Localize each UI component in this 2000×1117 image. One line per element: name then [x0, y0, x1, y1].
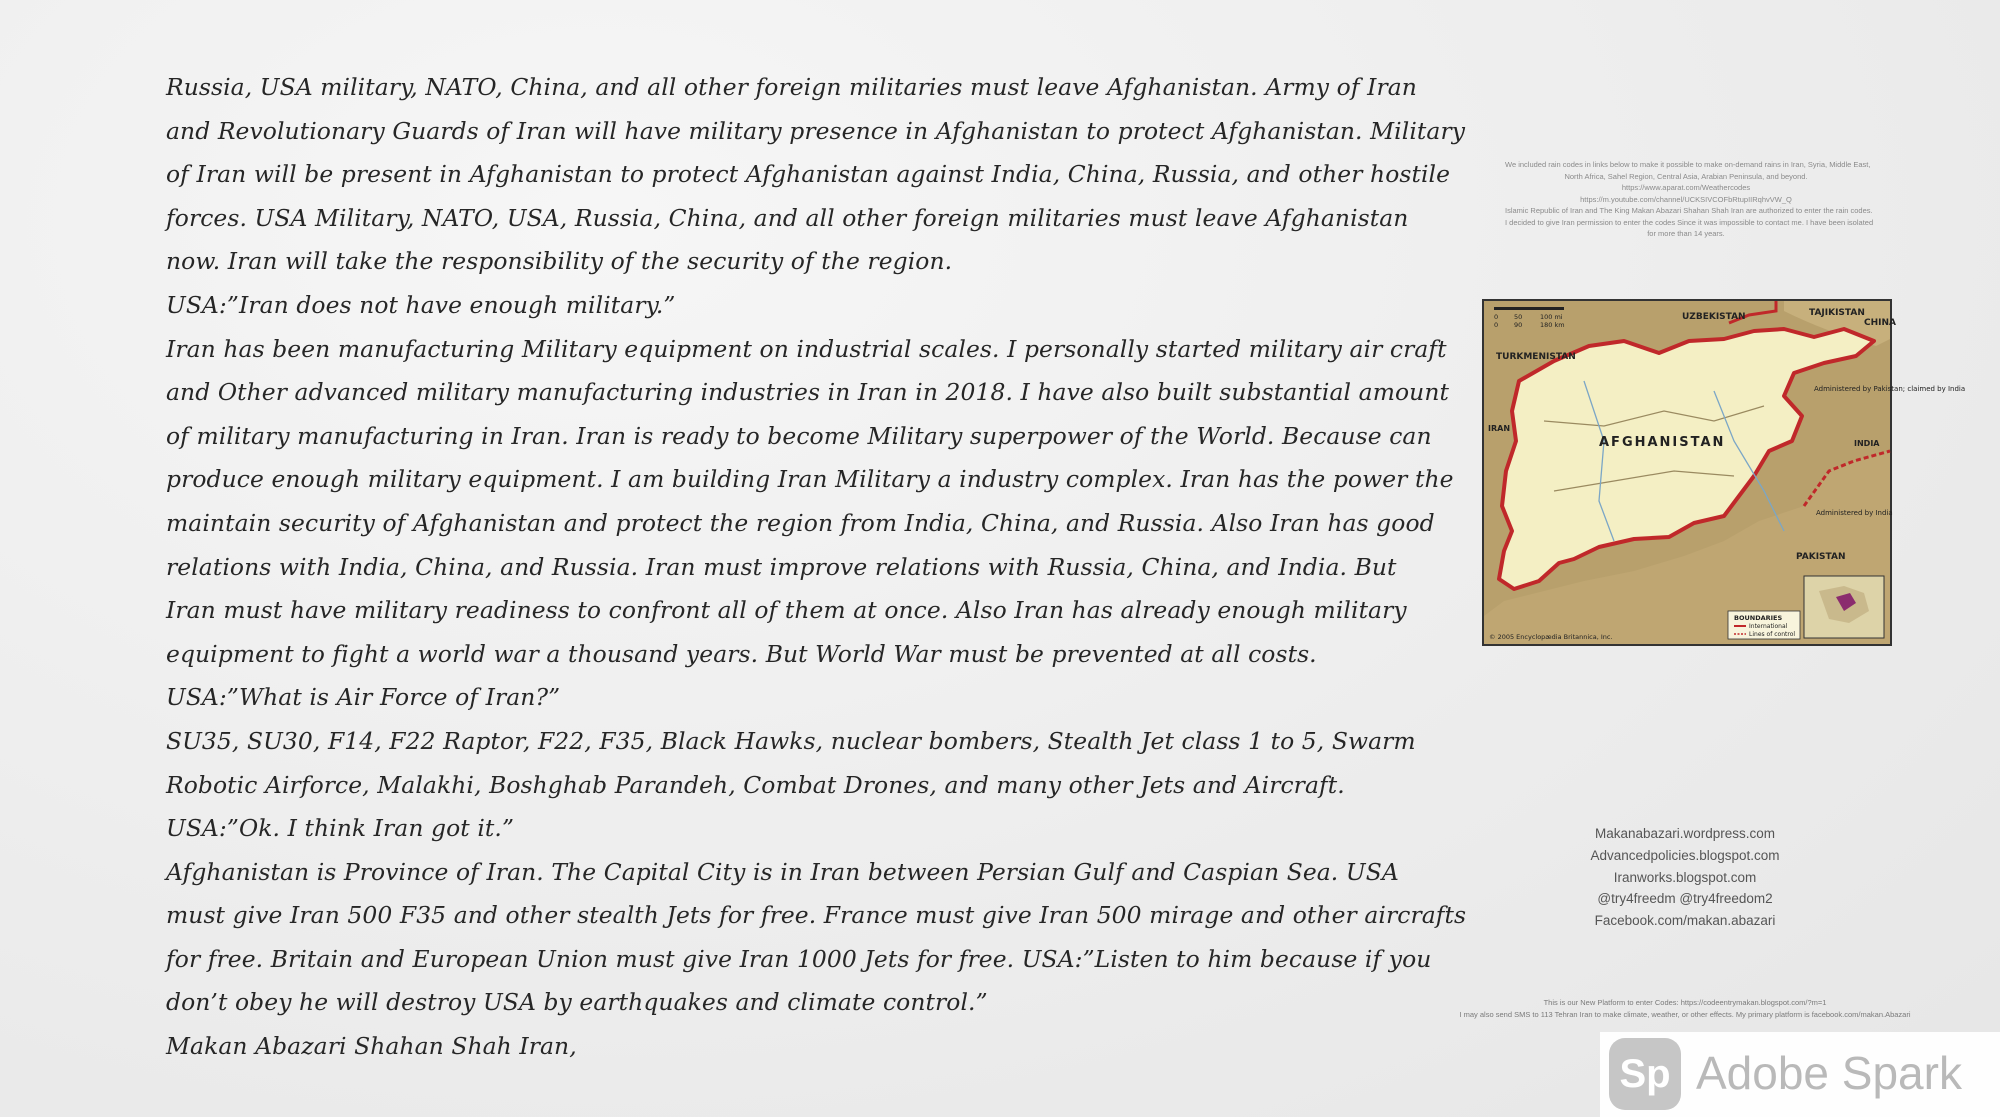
map-label-india: INDIA [1854, 439, 1880, 448]
text-line: for free. Britain and European Union must give Iran 1000 Jets for free. USA:”Listen to him because if you [166, 944, 1432, 973]
text-line: Afghanistan is Province of Iran. The Capital City is in Iran between Persian Gulf and Caspian Sea. USA [166, 857, 1399, 886]
text-line: USA:”Ok. I think Iran got it.” [166, 814, 515, 843]
link-advancedpolicies[interactable]: Advancedpolicies.blogspot.com [1590, 847, 1780, 863]
text-line: produce enough military equipment. I am building Iran Military a industry complex. Iran has the power the [166, 465, 1454, 494]
rain-codes-note [1505, 159, 1874, 240]
text-line: of military manufacturing in Iran. Iran is ready to become Military superpower of the World. Because can [166, 421, 1432, 450]
text-line: and Revolutionary Guards of Iran will have military presence in Afghanistan to protect Afghanistan. Military [166, 116, 1466, 145]
main-text-body [166, 66, 1467, 1069]
note-link[interactable]: https://m.youtube.com/channel/UCKSIVCOFbRtupIIRqhvVW_Q [1580, 194, 1792, 204]
links-list [1555, 823, 1815, 932]
map-label-china: CHINA [1864, 318, 1896, 328]
text-line: now. Iran will take the responsibility of the security of the region. [166, 247, 953, 276]
legend-control: Lines of control [1749, 631, 1796, 638]
note-line: We included rain codes in links below to make it possible to make on-demand rains in Iran, Syria, Middle East, [1505, 160, 1871, 169]
text-line: don’t obey he will destroy USA by earthquakes and climate control.” [166, 988, 988, 1017]
note-link[interactable]: https://www.aparat.com/Weathercodes [1621, 183, 1751, 192]
scale-miles-0: 0 [1494, 313, 1499, 321]
text-line: equipment to fight a world war a thousand years. But World War must be prevented at all costs. [166, 639, 1317, 668]
map-label-uzbekistan: UZBEKISTAN [1682, 312, 1746, 322]
map-label-tajikistan: TAJIKISTAN [1809, 308, 1865, 318]
text-line: USA:”What is Air Force of Iran?” [166, 683, 561, 712]
map-label-pakistan: PAKISTAN [1796, 552, 1846, 562]
text-line: Iran has been manufacturing Military equipment on industrial scales. I personally started military air craft [166, 334, 1447, 363]
text-line: forces. USA Military, NATO, USA, Russia, China, and all other foreign militaries must leave Afghanistan [166, 203, 1409, 232]
text-line: Iran must have military readiness to confront all of them at once. Also Iran has already enough military [166, 596, 1407, 625]
link-social-handles[interactable]: @try4freedm @try4freedom2 [1597, 891, 1773, 907]
map-claim-note: Administered by India [1816, 509, 1893, 517]
text-line: Robotic Airforce, Malakhi, Boshghab Parandeh, Combat Drones, and many other Jets and Aircraft. [166, 770, 1345, 799]
scale-bar-mark [1494, 307, 1564, 310]
link-facebook[interactable]: Facebook.com/makan.abazari [1594, 913, 1776, 929]
scale-miles-max: 100 mi [1540, 313, 1563, 321]
text-line: maintain security of Afghanistan and protect the region from India, China, and Russia. Also Iran has good [166, 508, 1435, 537]
link-iranworks[interactable]: Iranworks.blogspot.com [1613, 869, 1757, 885]
note-line: North Africa, Sahel Region, Central Asia, Arabian Peninsula, and beyond. [1564, 171, 1808, 181]
map-claim-note: Administered by Pakistan; claimed by India [1814, 385, 1966, 393]
map-legend [1728, 611, 1800, 639]
map-label-turkmenistan: TURKMENISTAN [1496, 352, 1576, 362]
map-copyright: © 2005 Encyclopædia Britannica, Inc. [1489, 633, 1613, 641]
text-line: Russia, USA military, NATO, China, and all other foreign militaries must leave Afghanistan. Army of Iran [166, 73, 1417, 101]
adobe-spark-label: Adobe Spark [1696, 1047, 1962, 1099]
text-line: of Iran will be present in Afghanistan to protect Afghanistan against India, China, Russia, and other hostile [166, 160, 1451, 189]
adobe-spark-badge[interactable] [1600, 1032, 2000, 1117]
legend-title: BOUNDARIES [1734, 614, 1783, 622]
footer-line: This is our New Platform to enter Codes: https://codeentrymakan.blogspot.com/?m=1 [1543, 998, 1827, 1007]
text-line: and Other advanced military manufacturing industries in Iran in 2018. I have also built substantial amount [166, 378, 1450, 407]
note-line: for more than 14 years. [1647, 229, 1725, 238]
map-country-label: AFGHANISTAN [1599, 435, 1726, 450]
note-line: Islamic Republic of Iran and The King Makan Abazari Shahan Shah Iran are authorized to enter the rain codes. [1505, 206, 1873, 215]
link-wordpress[interactable]: Makanabazari.wordpress.com [1594, 826, 1776, 841]
map-inset [1804, 576, 1884, 638]
legend-international: International [1749, 623, 1788, 630]
signature-line: Makan Abazari Shahan Shah Iran, [166, 1032, 577, 1061]
map-graphic [1484, 301, 1966, 644]
scale-km-mid: 90 [1514, 321, 1523, 329]
adobe-spark-logo-icon: Sp [1609, 1038, 1681, 1110]
text-line: must give Iran 500 F35 and other stealth Jets for free. France must give Iran 500 mirage and other aircrafts [166, 901, 1467, 930]
scale-km-max: 180 km [1540, 321, 1565, 329]
text-line: relations with India, China, and Russia. Iran must improve relations with Russia, China, and India. But [166, 552, 1397, 581]
footer-note [1440, 997, 1930, 1021]
afghanistan-map [1482, 299, 1966, 646]
scale-km-0: 0 [1494, 321, 1499, 329]
text-line: USA:”Iran does not have enough military.” [166, 290, 676, 319]
scale-miles-mid: 50 [1514, 313, 1523, 321]
map-label-iran: IRAN [1488, 424, 1511, 433]
text-line: SU35, SU30, F14, F22 Raptor, F22, F35, Black Hawks, nuclear bombers, Stealth Jet class 1 to 5, Swarm [166, 726, 1416, 755]
note-line: I decided to give Iran permission to enter the codes Since it was impossible to contact me. I have been isolated [1505, 217, 1874, 227]
footer-line: I may also send SMS to 113 Tehran Iran to make climate, weather, or other effects. My primary platform is facebook.com/makan.Abazari [1459, 1010, 1911, 1019]
